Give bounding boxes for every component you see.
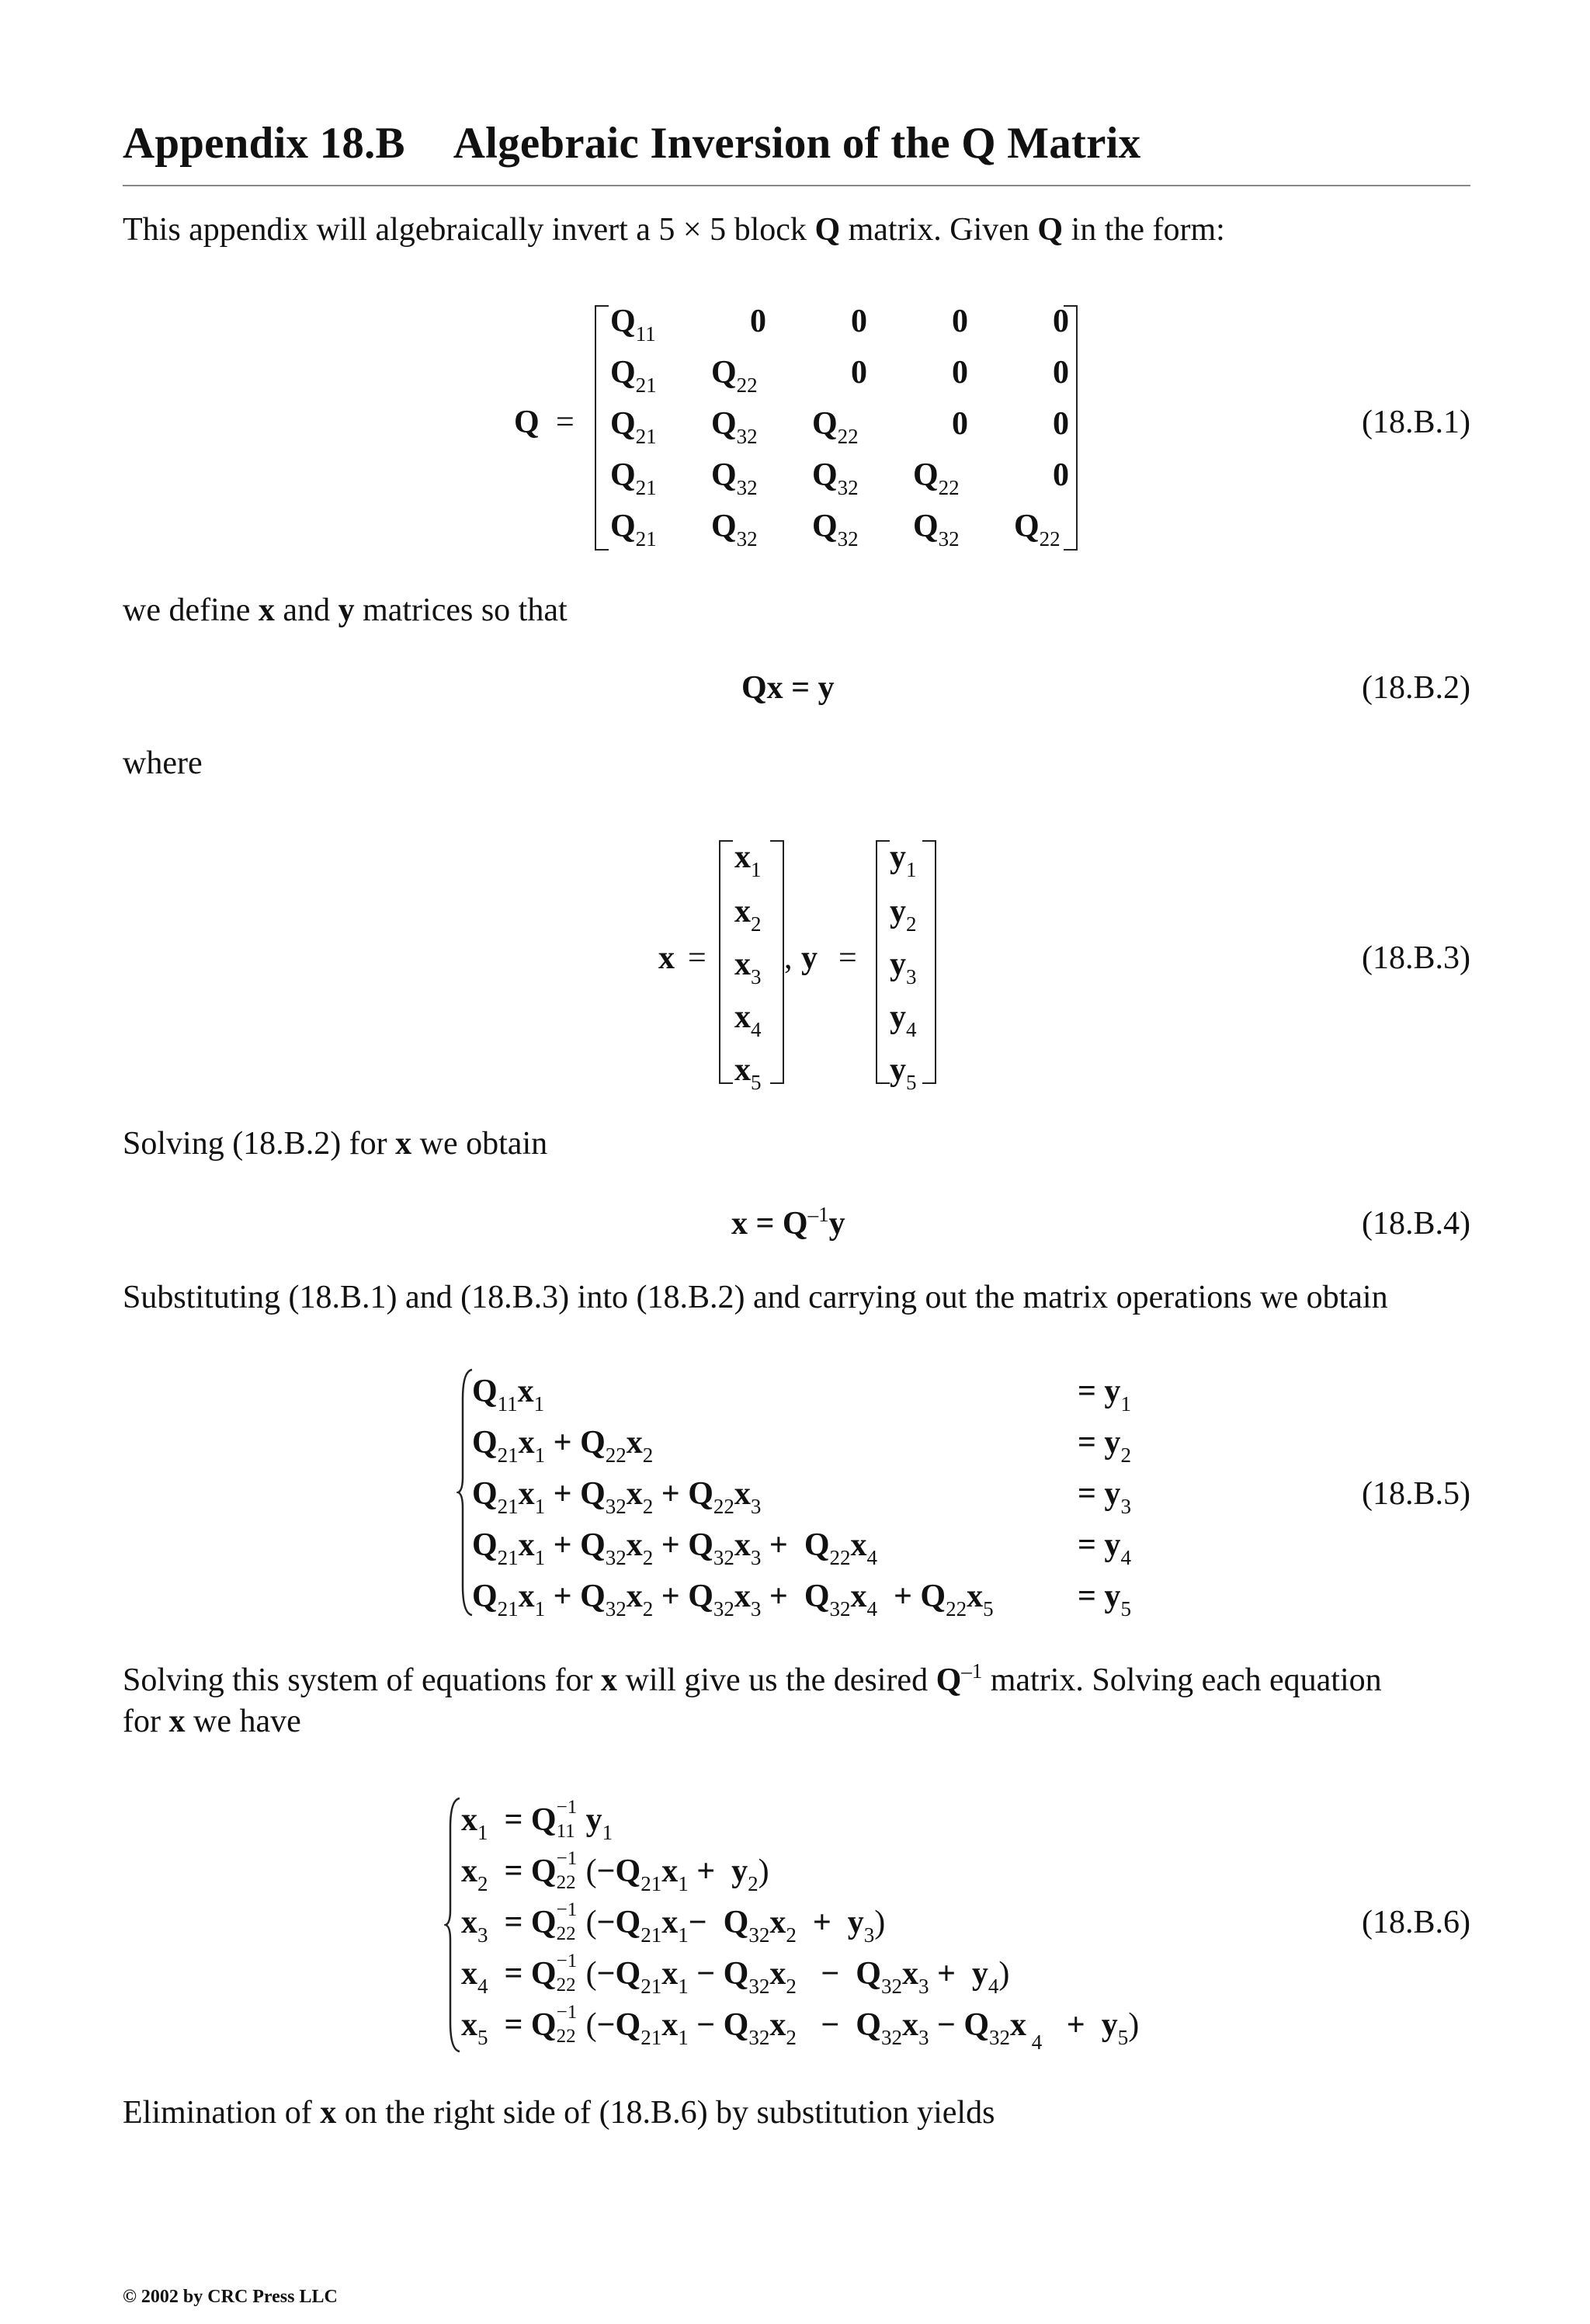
eq6-row-3: $x_3 = Q$ −1 22 $(-Q_{21}x_1- Q_{32}x_2 + y_3)$ (461, 1899, 886, 1947)
appendix-title: Algebraic Inversion of the Q Matrix (453, 119, 1141, 168)
solving-paragraph: Solving (18.B.2) for x we obtain (123, 1126, 548, 1162)
x-vector-entry: $x_3$ (734, 947, 762, 988)
y-vector-entry: $y_2$ (890, 894, 917, 936)
q-matrix-entry: 0 (1053, 355, 1069, 391)
y-vector-lhs: y (801, 940, 818, 976)
x-vector-right-bracket (770, 840, 784, 1084)
equals-sign: = (688, 940, 706, 976)
x-vector-entry: $x_1$ (734, 839, 762, 881)
q-matrix-entry: $Q_{32}$ (711, 406, 758, 448)
appendix-label: Appendix 18.B (123, 119, 405, 168)
eq5-rhs-entry: = $y_5$ (1078, 1579, 1131, 1621)
x-vector-entry: $x_2$ (734, 894, 762, 936)
equation-18b1 (0, 0, 1590, 575)
q-matrix-entry: 0 (1053, 406, 1069, 442)
y-vector-entry: $y_4$ (890, 999, 917, 1041)
q-matrix-entry: $Q_{11}$ (610, 304, 656, 346)
equation-number: (18.B.5) (1362, 1476, 1470, 1512)
x-vector-entry: $x_4$ (734, 999, 762, 1041)
eq6-row-2: $x_2 = Q$ −1 22 $(-Q_{21}x_1 + y_2)$ (461, 1848, 769, 1895)
q-matrix-entry: 0 (750, 304, 766, 339)
q-matrix-entry: 0 (851, 304, 867, 339)
equation-18b4: $x = Q^{-1}y$ (731, 1203, 845, 1242)
y-vector-entry: $y_1$ (890, 839, 917, 881)
q-matrix-entry: $Q_{21}$ (610, 355, 657, 397)
eq6-row-4: $x_4 = Q$ −1 22 $(-Q_{21}x_1 - Q_{32}x_2 - Q_{32}x_3 + y_4)$ (461, 1951, 1010, 1998)
x-vector-entry: $x_5$ (734, 1052, 762, 1094)
y-vector-right-bracket (922, 840, 936, 1084)
q-matrix-entry: $Q_{32}$ (711, 457, 758, 499)
q-matrix-entry: $Q_{32}$ (812, 509, 859, 551)
q-matrix-entry: 0 (851, 355, 867, 391)
equation-18b2: Qx = y (741, 670, 835, 706)
intro-paragraph: This appendix will algebraically invert a 5 × 5 block Q matrix. Given Q in the form: (123, 212, 1225, 248)
q-matrix-entry: 0 (952, 355, 968, 391)
q-matrix-entry: $Q_{22}$ (913, 457, 960, 499)
eq5-row-1: $Q_{11}x_1$ (472, 1374, 545, 1416)
eq5-row-2: $Q_{21}x_1 + Q_{22}x_2$ (472, 1425, 654, 1467)
equals-sign: = (556, 405, 575, 440)
system-paragraph: Solving this system of equations for x will give us the desired $Q^{-1}$ matrix. Solving each equation (123, 1659, 1382, 1698)
y-vector-left-bracket (876, 840, 890, 1084)
eq5-rhs-entry: = $y_4$ (1078, 1527, 1131, 1569)
elimination-paragraph: Elimination of x on the right side of (18.B.6) by substitution yields (123, 2095, 995, 2131)
q-matrix-lhs: Q (514, 405, 540, 440)
q-matrix-entry: 0 (952, 406, 968, 442)
copyright-footer: © 2002 by CRC Press LLC (123, 2287, 338, 2307)
eq6-row-5: $x_5 = Q$ −1 22 ($-Q_{21}x_1 - Q_{32}x_2 - Q_{32}x_3 - Q_{32}x$ $_4 + y_5$) (461, 2002, 1140, 2054)
where-paragraph: where (123, 745, 203, 781)
eq5-row-4: $Q_{21}x_1 + Q_{32}x_2 + Q_{32}x_3 + Q_{22}x_4$ (472, 1527, 877, 1569)
equation-number: (18.B.2) (1362, 670, 1470, 706)
q-matrix-entry: 0 (1053, 457, 1069, 493)
q-matrix-entry: $Q_{22}$ (1014, 509, 1061, 551)
q-matrix-entry: $Q_{32}$ (913, 509, 960, 551)
q-matrix-entry: 0 (1053, 304, 1069, 339)
q-matrix-entry: $Q_{21}$ (610, 457, 657, 499)
q-matrix-entry: $Q_{22}$ (711, 355, 758, 397)
q-matrix-entry: $Q_{21}$ (610, 406, 657, 448)
x-vector-left-bracket (719, 840, 733, 1084)
comma: , (784, 940, 793, 976)
equation-number: (18.B.6) (1362, 1905, 1470, 1940)
x-vector-lhs: x (658, 940, 675, 976)
eq6-row-1: $x_1 = Q$ −1 11 $y_1$ (461, 1797, 613, 1844)
q-matrix-entry: 0 (952, 304, 968, 339)
q-matrix-entry: $Q_{32}$ (812, 457, 859, 499)
y-vector-entry: $y_5$ (890, 1052, 917, 1094)
eq5-row-5: $Q_{21}x_1 + Q_{32}x_2 + Q_{32}x_3 + Q_{32}x_4 + Q_{22}x_5$ (472, 1579, 994, 1621)
eq5-rhs-entry: = $y_2$ (1078, 1425, 1131, 1467)
equation-number: (18.B.3) (1362, 940, 1470, 976)
eq5-rhs-entry: = $y_3$ (1078, 1476, 1131, 1518)
equation-number: (18.B.1) (1362, 405, 1470, 440)
system-brace (444, 1797, 463, 2053)
substituting-paragraph: Substituting (18.B.1) and (18.B.3) into (18.B.2) and carrying out the matrix operations we obtain (123, 1280, 1388, 1315)
q-matrix-entry: $Q_{21}$ (610, 509, 657, 551)
q-matrix-left-bracket (595, 305, 609, 551)
equals-sign: = (838, 940, 857, 976)
system-paragraph-line2: for x we have (123, 1704, 301, 1739)
eq5-rhs-entry: = $y_1$ (1078, 1374, 1131, 1416)
equation-number: (18.B.4) (1362, 1206, 1470, 1242)
y-vector-entry: $y_3$ (890, 947, 917, 988)
q-matrix-entry: $Q_{22}$ (812, 406, 859, 448)
define-paragraph: we define x and y matrices so that (123, 592, 568, 628)
eq5-row-3: $Q_{21}x_1 + Q_{32}x_2 + Q_{22}x_3$ (472, 1476, 762, 1518)
q-matrix-entry: $Q_{32}$ (711, 509, 758, 551)
